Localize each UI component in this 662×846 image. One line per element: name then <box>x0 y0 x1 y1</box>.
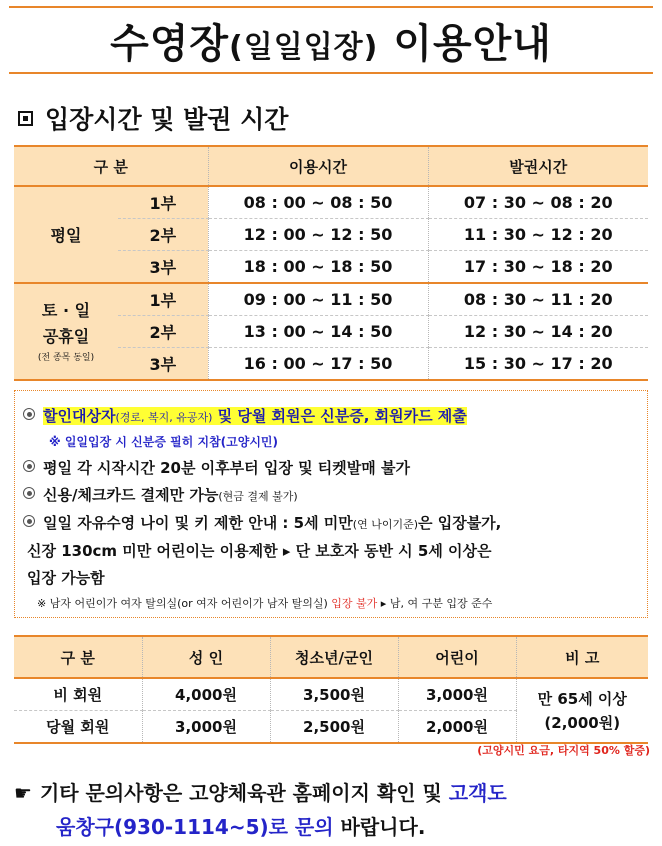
title-tail: 이용안내 <box>393 20 552 67</box>
notice-payment-text: 신용/체크카드 결제만 가능 <box>43 486 219 504</box>
fee-header-adult: 성 인 <box>142 636 270 678</box>
weekend-ticket-time: 15 : 30 ~ 17 : 20 <box>428 348 648 381</box>
footer-text: 기타 문의사항은 고양체육관 홈페이지 확인 및 <box>39 781 449 805</box>
footer-inquiry <box>14 776 507 844</box>
footer-phone: (930-1114~5) <box>113 815 269 839</box>
notice-discount-types: (경로, 복지, 유공자) <box>115 411 213 424</box>
page-title <box>110 12 552 69</box>
notice-payment-note: (현금 결제 불가) <box>218 490 298 503</box>
weekend-use-time: 16 : 00 ~ 17 : 50 <box>208 348 428 381</box>
section-heading <box>18 100 288 136</box>
title-main: 수영장 <box>110 20 230 67</box>
notice-locker-forbidden: 입장 불가 <box>331 597 378 610</box>
fee-header-remark: 비 고 <box>516 636 648 678</box>
circle-bullet-icon <box>23 408 35 420</box>
col-header-ticket-time: 발권시간 <box>428 146 648 186</box>
weekday-part: 1부 <box>118 186 208 219</box>
notice-box <box>14 390 648 618</box>
weekday-use-time: 12 : 00 ~ 12 : 50 <box>208 219 428 251</box>
weekday-label: 평일 <box>14 186 118 283</box>
title-paren: (일일입장) <box>229 29 379 65</box>
fee-child: 2,000원 <box>398 711 516 744</box>
notice-discount-target: 할인대상자 <box>43 407 116 425</box>
fee-remark-line2: (2,000원) <box>544 713 621 732</box>
notice-entry-limit-text: 평일 각 시작시간 20분 이후부터 입장 및 티켓발매 불가 <box>43 459 410 477</box>
fee-adult: 3,000원 <box>142 711 270 744</box>
fee-remark-line1: 만 65세 이상 <box>537 689 627 708</box>
notice-guardian: 입장 가능함 <box>27 569 105 587</box>
weekend-label-line1: 토 · 일 <box>41 300 91 320</box>
discount-note: (고양시민 요금, 타지역 50% 할증) <box>477 744 650 757</box>
fee-header-youth: 청소년/군인 <box>270 636 398 678</box>
notice-age-basis: (연 나이기준) <box>352 518 418 531</box>
notice-locker-end: ▸ 남, 여 구분 입장 준수 <box>377 597 493 610</box>
weekend-part: 1부 <box>118 283 208 316</box>
notice-locker-room <box>37 595 492 611</box>
weekday-use-time: 08 : 00 ~ 08 : 50 <box>208 186 428 219</box>
fee-youth: 3,500원 <box>270 678 398 711</box>
weekday-part: 3부 <box>118 251 208 284</box>
notice-locker-text: ※ 남자 어린이가 여자 탈의실(or 여자 어린이가 남자 탈의실) <box>37 597 332 610</box>
weekend-use-time: 09 : 00 ~ 11 : 50 <box>208 283 428 316</box>
notice-discount-text: 및 당월 회원은 신분증, 회원카드 제출 <box>212 407 467 425</box>
fee-row-label: 당월 회원 <box>14 711 142 744</box>
footer-customer-desk: 고객도 <box>448 781 507 805</box>
title-banner <box>9 6 653 74</box>
weekend-ticket-time: 12 : 30 ~ 14 : 20 <box>428 316 648 348</box>
notice-age-limit-end: 은 입장불가, <box>418 514 502 532</box>
weekday-use-time: 18 : 00 ~ 18 : 50 <box>208 251 428 284</box>
notice-id-required: ※ 일일입장 시 신분증 필히 지참(고양시민) <box>49 435 278 449</box>
fee-youth: 2,500원 <box>270 711 398 744</box>
notice-age-limit-text: 일일 자유수영 나이 및 키 제한 안내 : 5세 미만 <box>43 514 353 532</box>
weekday-ticket-time: 17 : 30 ~ 18 : 20 <box>428 251 648 284</box>
notice-height-limit: 신장 130cm 미만 어린이는 이용제한 ▸ 단 보호자 동반 시 5세 이상은 <box>27 542 492 560</box>
schedule-table <box>14 145 648 381</box>
circle-bullet-icon <box>23 487 35 499</box>
square-bullet-icon <box>18 111 33 126</box>
weekend-part: 3부 <box>118 348 208 381</box>
weekend-label-note: (전 종목 동일) <box>37 352 95 363</box>
col-header-use-time: 이용시간 <box>208 146 428 186</box>
fee-adult: 4,000원 <box>142 678 270 711</box>
weekend-use-time: 13 : 00 ~ 14 : 50 <box>208 316 428 348</box>
weekend-label <box>14 283 118 380</box>
footer-line2 <box>14 810 507 844</box>
section-heading-text: 입장시간 및 발권 시간 <box>45 105 289 134</box>
weekend-ticket-time: 08 : 30 ~ 11 : 20 <box>428 283 648 316</box>
fee-child: 3,000원 <box>398 678 516 711</box>
footer-closing: 바랍니다. <box>333 815 426 839</box>
fee-row-label: 비 회원 <box>14 678 142 711</box>
circle-bullet-icon <box>23 515 35 527</box>
weekday-part: 2부 <box>118 219 208 251</box>
col-header-category: 구 분 <box>14 146 208 186</box>
fee-header-category: 구 분 <box>14 636 142 678</box>
fee-remark <box>516 678 648 743</box>
weekday-ticket-time: 07 : 30 ~ 08 : 20 <box>428 186 648 219</box>
notice-entry-limit <box>23 457 410 478</box>
footer-line1 <box>14 776 507 810</box>
weekend-part: 2부 <box>118 316 208 348</box>
notice-discount <box>23 405 467 426</box>
footer-inquire: 로 문의 <box>268 815 334 839</box>
circle-bullet-icon <box>23 460 35 472</box>
notice-age-limit <box>23 512 501 533</box>
footer-desk-end: 움창구 <box>56 815 114 839</box>
notice-payment <box>23 484 298 505</box>
weekday-ticket-time: 11 : 30 ~ 12 : 20 <box>428 219 648 251</box>
pointing-hand-icon: ☛ <box>14 781 32 805</box>
fee-table <box>14 635 648 744</box>
weekend-label-line2: 공휴일 <box>42 326 90 346</box>
fee-header-child: 어린이 <box>398 636 516 678</box>
